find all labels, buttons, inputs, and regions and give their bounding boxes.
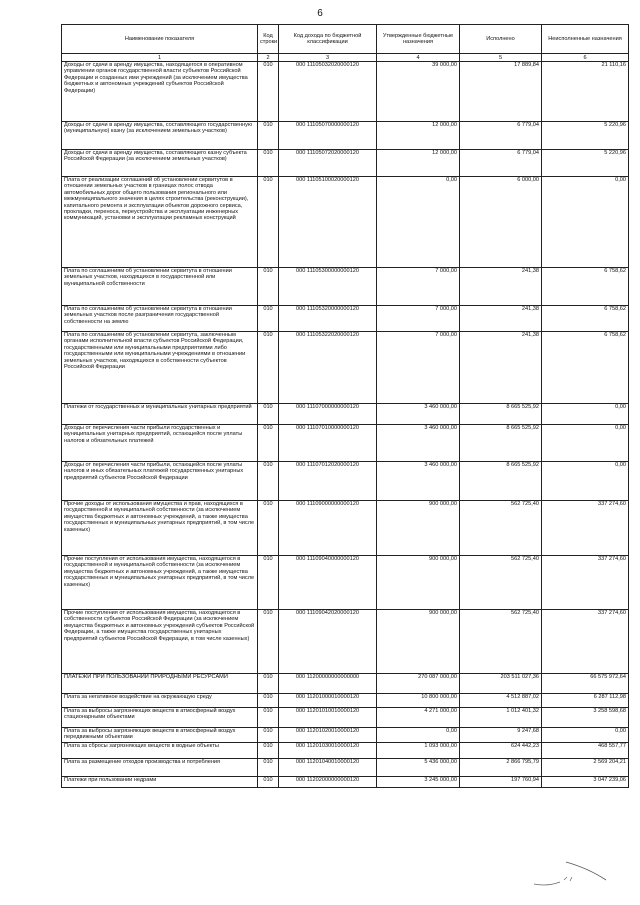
row-code: 010: [258, 728, 279, 743]
row-code: 010: [258, 501, 279, 556]
column-header-approved: Утвержденные бюджетные назначения: [377, 25, 460, 54]
row-name: Платежи от государственных и муниципальных унитарных предприятий: [62, 404, 258, 425]
row-approved: 4 271 000,00: [377, 708, 460, 728]
row-executed: 197 760,94: [460, 777, 542, 788]
row-kbk: 000 11105072020000120: [279, 150, 377, 177]
row-approved: 7 000,00: [377, 268, 460, 306]
row-kbk: 000 11105032020000120: [279, 62, 377, 122]
row-name: Плата за негативное воздействие на окружающую среду: [62, 694, 258, 708]
row-approved: 0,00: [377, 728, 460, 743]
row-approved: 12 000,00: [377, 150, 460, 177]
row-code: 010: [258, 150, 279, 177]
row-unexecuted: 468 557,77: [542, 743, 629, 759]
row-kbk: 000 11109040000000120: [279, 556, 377, 610]
row-approved: 10 800 000,00: [377, 694, 460, 708]
row-kbk: 000 11200000000000000: [279, 674, 377, 694]
row-approved: 900 000,00: [377, 610, 460, 674]
handwritten-mark: [534, 877, 572, 885]
row-kbk: 000 11109000000000120: [279, 501, 377, 556]
row-kbk: 000 11109042020000120: [279, 610, 377, 674]
row-approved: 7 000,00: [377, 306, 460, 332]
row-kbk: 000 11105300000000120: [279, 268, 377, 306]
row-executed: 562 725,40: [460, 556, 542, 610]
row-code: 010: [258, 332, 279, 404]
row-code: 010: [258, 122, 279, 150]
row-code: 010: [258, 694, 279, 708]
row-name: Плата за сбросы загрязняющих веществ в водные объекты: [62, 743, 258, 759]
row-executed: 203 511 027,36: [460, 674, 542, 694]
row-executed: 1 012 401,32: [460, 708, 542, 728]
row-code: 010: [258, 556, 279, 610]
row-executed: 562 725,40: [460, 501, 542, 556]
row-kbk: 000 11105070000000120: [279, 122, 377, 150]
column-number: 5: [460, 54, 542, 62]
row-executed: 9 247,68: [460, 728, 542, 743]
row-name: Доходы от сдачи в аренду имущества, составляющего казну субъекта Российской Федерации (за исключением земельных участков): [62, 150, 258, 177]
row-kbk: 000 11105320000000120: [279, 306, 377, 332]
row-approved: 7 000,00: [377, 332, 460, 404]
row-approved: 1 093 000,00: [377, 743, 460, 759]
row-name: Доходы от перечисления части прибыли государственных и муниципальных унитарных предприятий, остающейся после уплаты налогов и обязательных платежей: [62, 425, 258, 462]
row-executed: 4 512 887,02: [460, 694, 542, 708]
row-name: Платежи при пользовании недрами: [62, 777, 258, 788]
row-approved: 3 460 000,00: [377, 404, 460, 425]
row-unexecuted: 6 287 112,98: [542, 694, 629, 708]
row-kbk: 000 11201040010000120: [279, 759, 377, 777]
column-header-executed: Исполнено: [460, 25, 542, 54]
page-number: 6: [317, 8, 323, 19]
column-header-name: Наименование показателя: [62, 25, 258, 54]
row-name: Прочие поступления от использования имущества, находящегося в собственности субъектов Российской Федерации (за исключением имущества бюджетных и автономных учреждений субъектов Российской Федерации, а также имущества государственных унитарных предприятий субъектов Российской Федерации, в том числе казенных): [62, 610, 258, 674]
row-name: ПЛАТЕЖИ ПРИ ПОЛЬЗОВАНИИ ПРИРОДНЫМИ РЕСУРСАМИ: [62, 674, 258, 694]
row-unexecuted: 6 758,62: [542, 306, 629, 332]
row-code: 010: [258, 462, 279, 501]
row-approved: 900 000,00: [377, 501, 460, 556]
row-unexecuted: 0,00: [542, 425, 629, 462]
row-code: 010: [258, 610, 279, 674]
row-unexecuted: 3 047 239,06: [542, 777, 629, 788]
column-header-kbk: Код дохода по бюджетной классификации: [279, 25, 377, 54]
row-code: 010: [258, 674, 279, 694]
column-number: 2: [258, 54, 279, 62]
row-approved: 3 245 000,00: [377, 777, 460, 788]
row-unexecuted: 6 758,62: [542, 268, 629, 306]
row-code: 010: [258, 404, 279, 425]
row-unexecuted: 5 220,96: [542, 150, 629, 177]
row-name: Доходы от сдачи в аренду имущества, находящегося в оперативном управлении органов государственной власти субъектов Российской Федерации и созданных ими учреждений (за исключением имущества бюджетных и автономных учреждений субъектов Российской Федерации): [62, 62, 258, 122]
row-unexecuted: 3 258 598,68: [542, 708, 629, 728]
row-name: Плата за выбросы загрязняющих веществ в атмосферный воздух передвижными объектами: [62, 728, 258, 743]
row-name: Плата по соглашениям об установлении сервитута в отношении земельных участков после разграничения государственной собственности на землю: [62, 306, 258, 332]
row-approved: 0,00: [377, 177, 460, 268]
row-code: 010: [258, 425, 279, 462]
row-unexecuted: 21 110,16: [542, 62, 629, 122]
row-name: Доходы от перечисления части прибыли, остающейся после уплаты налогов и иных обязательных платежей государственных унитарных предприятий субъектов Российской Федерации: [62, 462, 258, 501]
row-name: Плата по соглашениям об установлении сервитута в отношении земельных участков, находящихся в государственной или муниципальной собственности: [62, 268, 258, 306]
row-executed: 241,38: [460, 306, 542, 332]
row-unexecuted: 0,00: [542, 728, 629, 743]
row-unexecuted: 0,00: [542, 462, 629, 501]
row-unexecuted: 337 274,60: [542, 501, 629, 556]
row-name: Прочие поступления от использования имущества, находящегося в государственной и муниципальной собственности (за исключением имущества бюджетных и автономных учреждений, а также имущества государственных и муниципальных унитарных предприятий, в том числе казенных): [62, 556, 258, 610]
row-name: Плата за выбросы загрязняющих веществ в атмосферный воздух стационарными объектами: [62, 708, 258, 728]
row-executed: 6 000,00: [460, 177, 542, 268]
row-executed: 8 665 525,92: [460, 462, 542, 501]
row-name: Плата за размещение отходов производства и потребления: [62, 759, 258, 777]
row-kbk: 000 11107010000000120: [279, 425, 377, 462]
row-code: 010: [258, 777, 279, 788]
column-number: 3: [279, 54, 377, 62]
row-kbk: 000 11201030010000120: [279, 743, 377, 759]
row-name: Прочие доходы от использования имущества и прав, находящихся в государственной и муниципальной собственности (за исключением имущества бюджетных и автономных учреждений, а также имущества государственных и муниципальных унитарных предприятий, в том числе казенных): [62, 501, 258, 556]
row-executed: 2 866 795,79: [460, 759, 542, 777]
row-code: 010: [258, 759, 279, 777]
row-code: 010: [258, 268, 279, 306]
row-approved: 3 460 000,00: [377, 425, 460, 462]
row-code: 010: [258, 62, 279, 122]
column-header-unexecuted: Неисполненные назначения: [542, 25, 629, 54]
column-number: 1: [62, 54, 258, 62]
row-approved: 900 000,00: [377, 556, 460, 610]
row-kbk: 000 11201020010000120: [279, 728, 377, 743]
row-approved: 270 087 000,00: [377, 674, 460, 694]
row-unexecuted: 0,00: [542, 404, 629, 425]
row-executed: 8 665 525,92: [460, 404, 542, 425]
row-code: 010: [258, 708, 279, 728]
row-code: 010: [258, 306, 279, 332]
row-unexecuted: 337 274,60: [542, 610, 629, 674]
row-executed: 6 779,04: [460, 150, 542, 177]
column-number: 6: [542, 54, 629, 62]
row-code: 010: [258, 177, 279, 268]
row-unexecuted: 6 758,62: [542, 332, 629, 404]
row-kbk: 000 11105100020000120: [279, 177, 377, 268]
row-unexecuted: 2 569 204,21: [542, 759, 629, 777]
row-approved: 3 460 000,00: [377, 462, 460, 501]
row-executed: 8 665 525,92: [460, 425, 542, 462]
row-kbk: 000 11202000000000120: [279, 777, 377, 788]
row-executed: 241,38: [460, 332, 542, 404]
row-kbk: 000 11107000000000120: [279, 404, 377, 425]
row-unexecuted: 0,00: [542, 177, 629, 268]
row-name: Доходы от сдачи в аренду имущества, составляющего государственную (муниципальную) казну (за исключением земельных участков): [62, 122, 258, 150]
row-approved: 39 000,00: [377, 62, 460, 122]
column-header-code: Код строки: [258, 25, 279, 54]
row-executed: 562 725,40: [460, 610, 542, 674]
column-number: 4: [377, 54, 460, 62]
row-executed: 6 779,04: [460, 122, 542, 150]
row-code: 010: [258, 743, 279, 759]
row-executed: 17 889,84: [460, 62, 542, 122]
row-name: Плата от реализации соглашений об установлении сервитутов в отношении земельных участков в границах полос отвода автомобильных дорог общего пользования регионального или межмуниципального значения в целях строительства (реконструкции), капитального ремонта и эксплуатации объектов дорожного сервиса, прокладки, переноса, переустройства и эксплуатации инженерных коммуникаций, установки и эксплуатации рекламных конструкций: [62, 177, 258, 268]
row-kbk: 000 11107012020000120: [279, 462, 377, 501]
row-executed: 241,38: [460, 268, 542, 306]
row-unexecuted: 66 575 972,64: [542, 674, 629, 694]
row-unexecuted: 5 220,96: [542, 122, 629, 150]
row-approved: 5 436 000,00: [377, 759, 460, 777]
row-kbk: 000 11201010010000120: [279, 708, 377, 728]
row-approved: 12 000,00: [377, 122, 460, 150]
row-kbk: 000 11105322020000120: [279, 332, 377, 404]
row-name: Плата по соглашениям об установлении сервитута, заключенным органами исполнительной власти субъектов Российской Федерации, государственными или муниципальными предприятиями либо государственными или муниципальными учреждениями в отношении земельных участков, находящихся в собственности субъектов Российской Федерации: [62, 332, 258, 404]
row-unexecuted: 337 274,60: [542, 556, 629, 610]
row-executed: 624 442,23: [460, 743, 542, 759]
row-kbk: 000 11201000010000120: [279, 694, 377, 708]
